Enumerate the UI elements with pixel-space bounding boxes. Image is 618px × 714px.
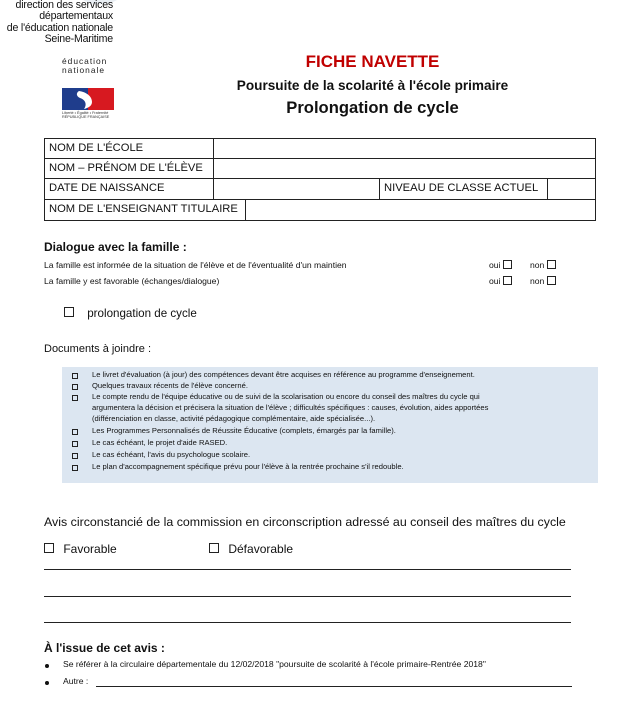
bullet-icon	[45, 681, 49, 685]
defavorable-label: Défavorable	[228, 542, 294, 556]
institution-line: direction des services	[15, 0, 113, 11]
student-label: NOM – PRÉNOM DE L'ÉLÈVE	[45, 159, 214, 178]
doc-item-text: Le compte rendu de l'équipe éducative ou de suivi de la scolarisation ou encore du conseil des maîtres du cycle qui	[92, 392, 480, 401]
prolongation-option	[64, 307, 197, 320]
documents-title: Documents à joindre :	[44, 343, 151, 355]
doc-item-text: Le cas échéant, l'avis du psychologue scolaire.	[92, 450, 251, 459]
education-nationale-label	[62, 57, 114, 75]
page-subtitle-2: Prolongation de cycle	[286, 98, 459, 117]
oui-label: oui	[489, 260, 501, 270]
issue-item-circulaire: Se référer à la circulaire départementale du 12/02/2018 "poursuite de scolarité à l'école primaire-Rentrée 2018"	[63, 659, 486, 669]
avis-line-2[interactable]	[44, 596, 571, 597]
institution-name	[0, 0, 113, 46]
teacher-label: NOM DE L'ENSEIGNANT TITULAIRE	[45, 200, 246, 220]
prolongation-checkbox[interactable]	[64, 307, 74, 317]
table-row	[45, 200, 595, 220]
informed-non	[530, 260, 556, 270]
institution-line: de l'éducation nationale	[6, 21, 113, 34]
prolongation-label: prolongation de cycle	[87, 307, 197, 320]
oui-label: oui	[489, 276, 501, 286]
square-bullet-icon	[72, 465, 78, 471]
square-bullet-icon	[72, 453, 78, 459]
dialogue-title: Dialogue avec la famille :	[44, 240, 187, 254]
bullet-icon	[45, 664, 49, 668]
page-title: FICHE NAVETTE	[305, 52, 440, 71]
square-bullet-icon	[72, 384, 78, 390]
issue-item-autre: Autre :	[63, 676, 89, 686]
question-favorable: La famille y est favorable (échanges/dialogue)	[44, 276, 220, 286]
favorable-oui-checkbox[interactable]	[503, 276, 512, 285]
doc-item-text: Le plan d'accompagnement spécifique prévu pour l'élève à la rentrée prochaine s'il redouble.	[92, 462, 404, 471]
square-bullet-icon	[72, 395, 78, 401]
school-field[interactable]	[214, 139, 595, 158]
avis-line-3[interactable]	[44, 622, 571, 623]
institution-line: Seine-Maritime	[44, 33, 113, 46]
institution-line: départementaux	[39, 10, 113, 23]
non-label: non	[530, 276, 545, 286]
doc-item-text: (différenciation en classe, activité pédagogique complémentaire, aide spécialisée...).	[92, 414, 376, 423]
autre-line[interactable]	[96, 686, 572, 687]
favorable-non	[530, 276, 556, 286]
doc-item-text: Le livret d'évaluation (à jour) des compétences devant être acquises en référence au programme d'enseignement.	[92, 370, 475, 379]
table-row	[45, 139, 595, 159]
birthdate-label: DATE DE NAISSANCE	[45, 179, 214, 199]
informed-oui-checkbox[interactable]	[503, 260, 512, 269]
edu-line: éducation	[62, 56, 108, 66]
republique-francaise-flag-icon	[62, 88, 114, 110]
square-bullet-icon	[72, 441, 78, 447]
issue-title: À l'issue de cet avis :	[44, 641, 165, 655]
page-subtitle: Poursuite de la scolarité à l'école primaire	[236, 78, 509, 93]
informed-non-checkbox[interactable]	[547, 260, 556, 269]
avis-line-1[interactable]	[44, 569, 571, 570]
table-row	[45, 179, 595, 200]
class-level-field[interactable]	[548, 179, 595, 199]
doc-item-text: Les Programmes Personnalisés de Réussite Éducative (complets, émargés par la famille).	[92, 426, 396, 435]
defavorable-checkbox[interactable]	[209, 543, 219, 553]
doc-item-text: Quelques travaux récents de l'élève concerné.	[92, 381, 248, 390]
informed-oui	[489, 260, 512, 270]
edu-line: nationale	[62, 65, 105, 76]
doc-item-text: argumentera la décision et précisera la situation de l'élève ; difficultés spécifiques : causes, évolution, aides apportées	[92, 403, 489, 412]
non-label: non	[530, 260, 545, 270]
table-row	[45, 159, 595, 179]
identity-table	[44, 138, 596, 221]
documents-list	[62, 367, 598, 483]
school-label: NOM DE L'ÉCOLE	[45, 139, 214, 158]
student-field[interactable]	[214, 159, 595, 178]
favorable-label: Favorable	[63, 542, 117, 556]
favorable-oui	[489, 276, 512, 286]
defavorable-option	[209, 542, 293, 556]
avis-title: Avis circonstancié de la commission en circonscription adressé au conseil des maîtres du cycle	[44, 515, 566, 529]
birthdate-field[interactable]	[214, 179, 380, 199]
favorable-option	[44, 542, 117, 556]
square-bullet-icon	[72, 429, 78, 435]
question-informed: La famille est informée de la situation de l'élève et de l'éventualité d'un maintien	[44, 260, 347, 270]
doc-item-text: Le cas échéant, le projet d'aide RASED.	[92, 438, 228, 447]
square-bullet-icon	[72, 373, 78, 379]
favorable-checkbox[interactable]	[44, 543, 54, 553]
flag-caption: Liberté • Égalité • Fraternité RÉPUBLIQUE FRANÇAISE	[62, 111, 110, 120]
class-level-label: NIVEAU DE CLASSE ACTUEL	[380, 179, 548, 199]
favorable-non-checkbox[interactable]	[547, 276, 556, 285]
teacher-field[interactable]	[246, 200, 595, 220]
